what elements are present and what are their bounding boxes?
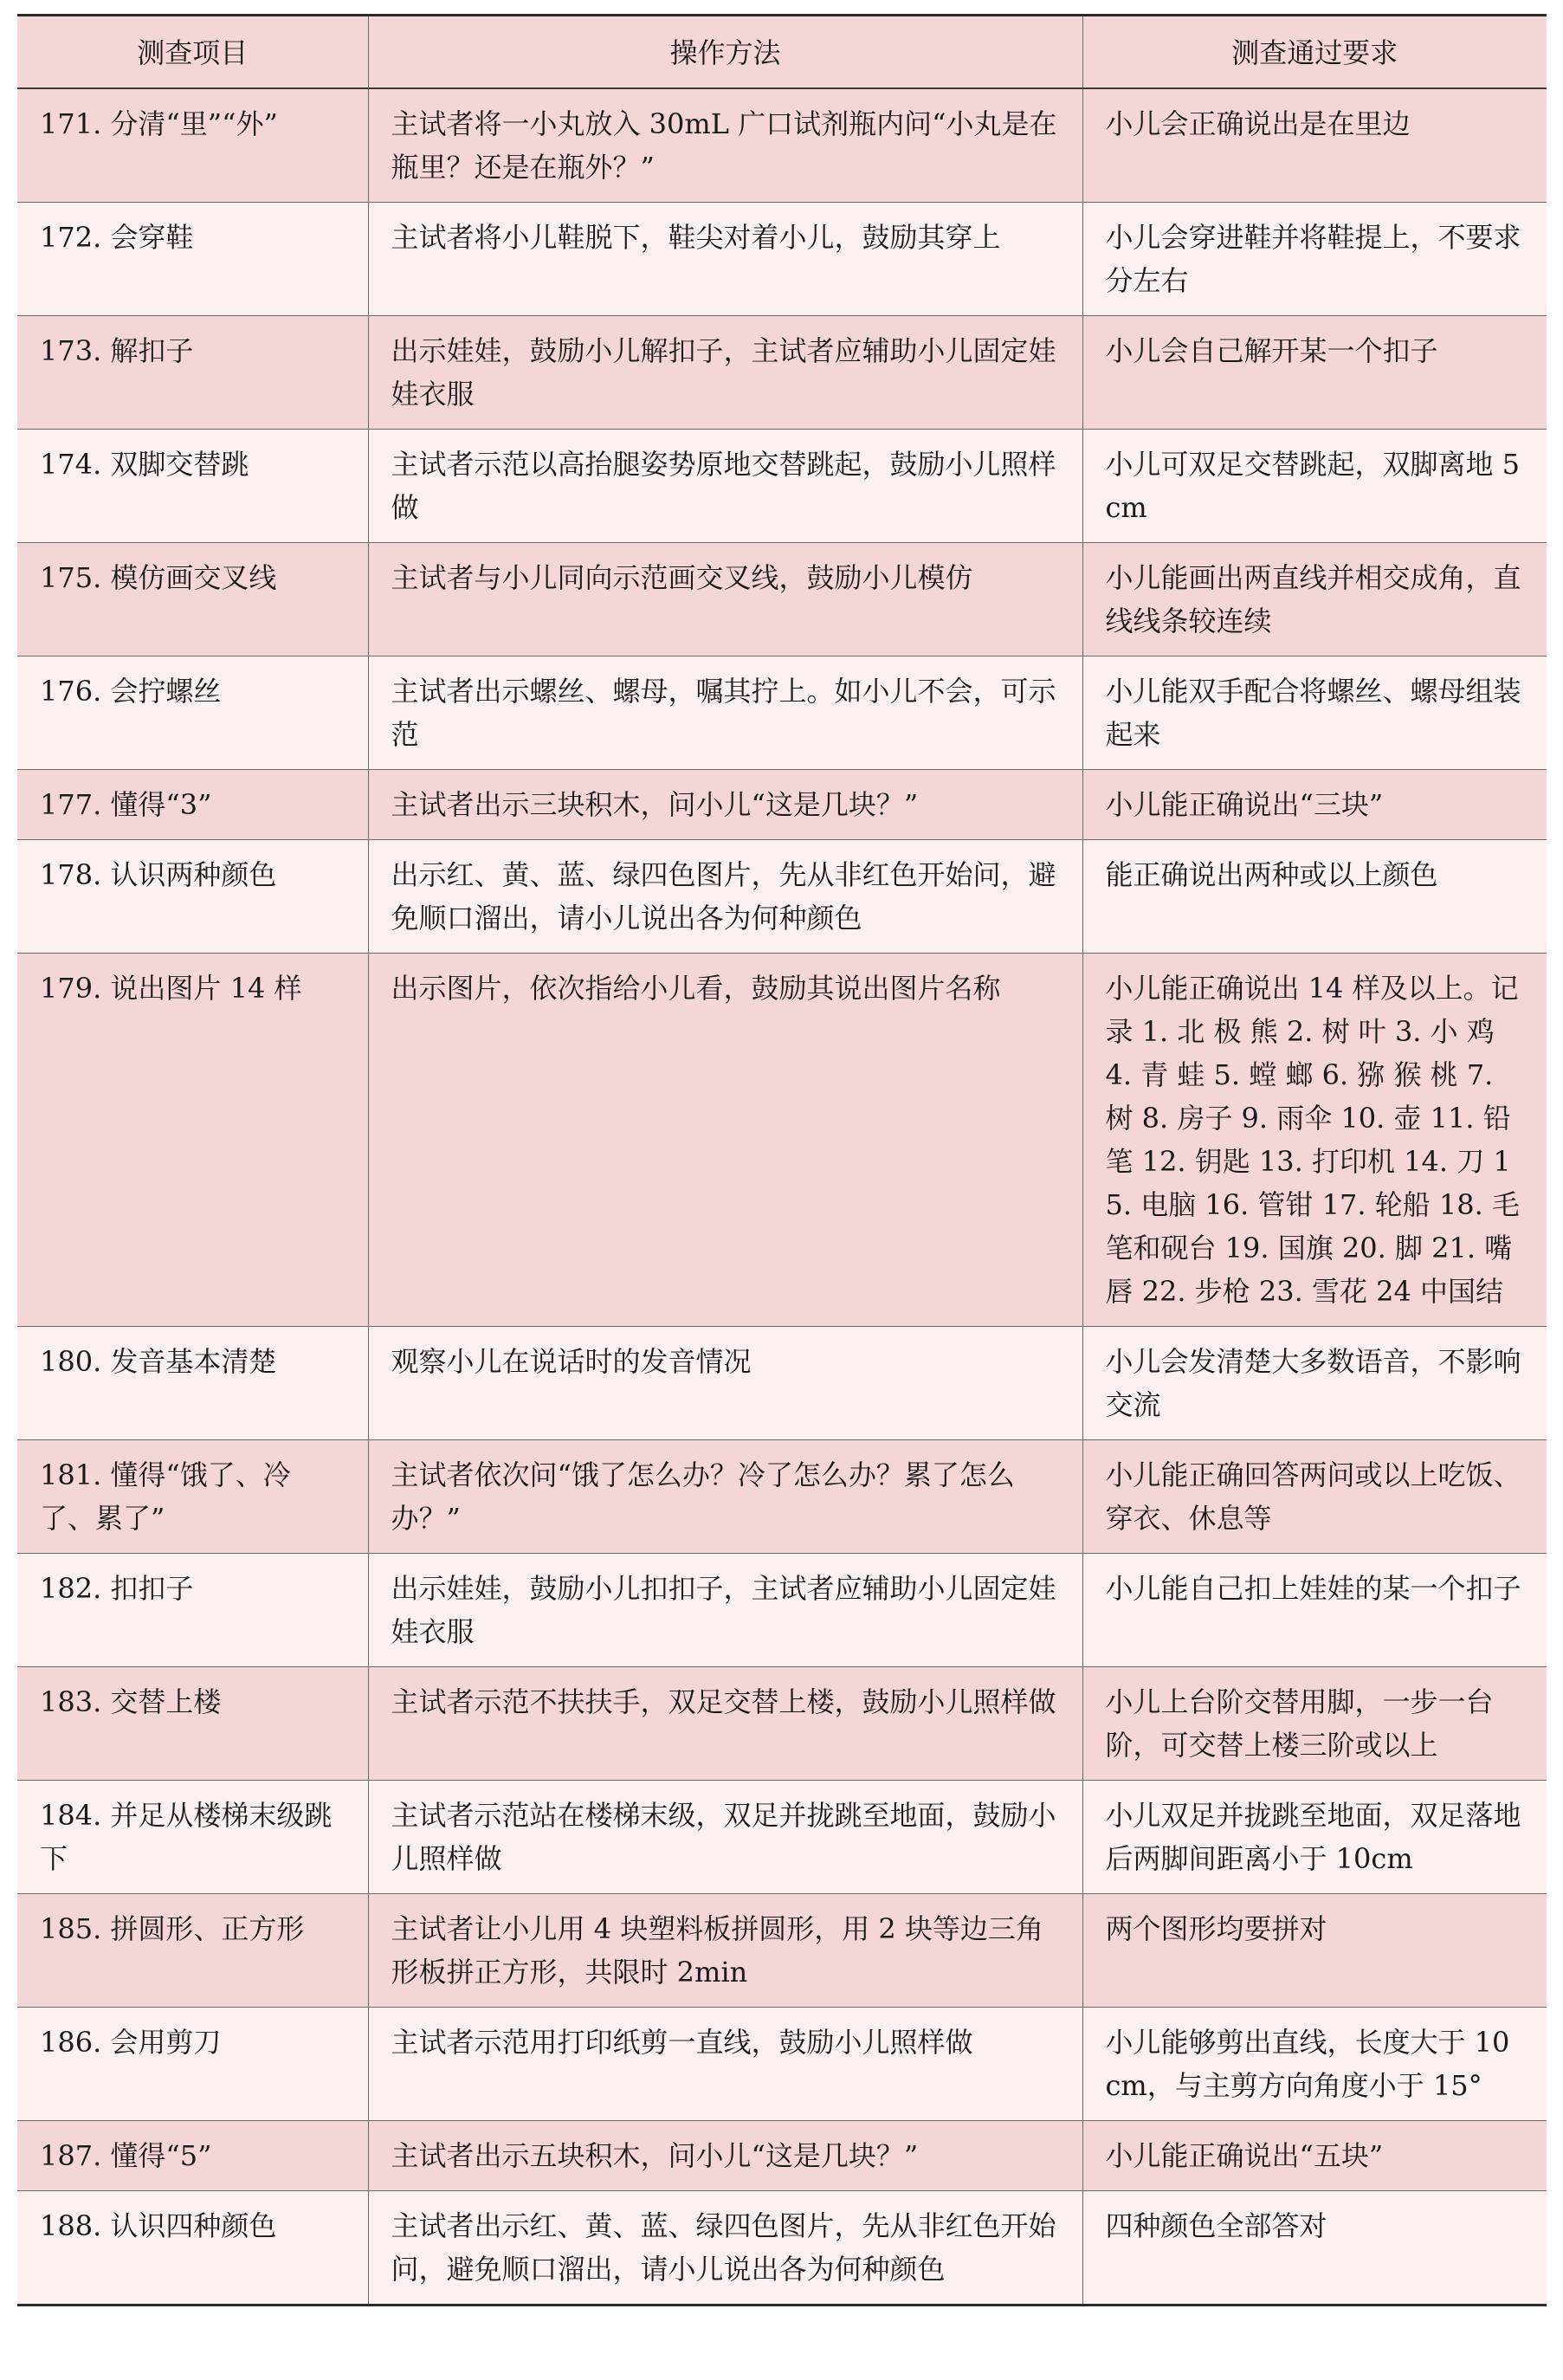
- cell-method: [368, 1326, 1082, 1439]
- cell-item: [17, 1439, 368, 1553]
- table-row: [17, 315, 1547, 429]
- cell-method: [368, 202, 1082, 315]
- cell-item: [17, 1553, 368, 1666]
- cell-criteria: [1082, 656, 1547, 769]
- cell-item: [17, 2190, 368, 2305]
- cell-item-text: 184. 并足从楼梯末级跳下: [40, 1798, 333, 1875]
- cell-criteria-text: 小儿双足并拢跳至地面，双足落地后两脚间距离小于 10cm: [1105, 1798, 1521, 1875]
- cell-method: [368, 953, 1082, 1326]
- cell-criteria: [1082, 2007, 1547, 2120]
- cell-criteria-text: 小儿可双足交替跳起，双脚离地 5cm: [1105, 447, 1521, 524]
- cell-criteria-text: 小儿会穿进鞋并将鞋提上，不要求分左右: [1105, 220, 1521, 297]
- cell-method: [368, 1893, 1082, 2007]
- cell-method-text: 主试者示范用打印纸剪一直线，鼓励小儿照样做: [391, 2025, 973, 2059]
- cell-method-text: 出示娃娃，鼓励小儿扣扣子，主试者应辅助小儿固定娃娃衣服: [391, 1571, 1056, 1648]
- cell-method-text: 主试者示范以高抬腿姿势原地交替跳起，鼓励小儿照样做: [391, 447, 1056, 524]
- table-row: [17, 769, 1547, 839]
- cell-method-text: 主试者示范不扶扶手，双足交替上楼，鼓励小儿照样做: [391, 1685, 1056, 1718]
- cell-criteria: [1082, 429, 1547, 542]
- cell-item: [17, 656, 368, 769]
- cell-criteria: [1082, 315, 1547, 429]
- cell-item: [17, 315, 368, 429]
- cell-item: [17, 2120, 368, 2190]
- table-row: [17, 429, 1547, 542]
- header-criteria: 测查通过要求: [1082, 16, 1547, 88]
- cell-criteria: [1082, 769, 1547, 839]
- cell-method: [368, 1666, 1082, 1780]
- table-row: [17, 1326, 1547, 1439]
- cell-criteria-text: 小儿能正确说出“五块”: [1105, 2138, 1384, 2172]
- table-row: [17, 88, 1547, 203]
- cell-method: [368, 1553, 1082, 1666]
- cell-criteria: [1082, 2190, 1547, 2305]
- table-row: [17, 2007, 1547, 2120]
- cell-item: [17, 542, 368, 656]
- cell-criteria-text: 小儿会发清楚大多数语音，不影响交流: [1105, 1344, 1521, 1421]
- cell-criteria: [1082, 1553, 1547, 1666]
- cell-criteria: [1082, 1780, 1547, 1893]
- cell-item: [17, 202, 368, 315]
- cell-method: [368, 2007, 1082, 2120]
- cell-criteria-text: 小儿上台阶交替用脚，一步一台阶，可交替上楼三阶或以上: [1105, 1685, 1494, 1762]
- header-item: 测查项目: [17, 16, 368, 88]
- cell-method-text: 主试者与小儿同向示范画交叉线，鼓励小儿模仿: [391, 560, 973, 594]
- cell-method-text: 主试者出示螺丝、螺母，嘱其拧上。如小儿不会，可示范: [391, 674, 1056, 751]
- cell-criteria: [1082, 953, 1547, 1326]
- cell-method: [368, 88, 1082, 203]
- cell-method-text: 主试者让小儿用 4 块塑料板拼圆形，用 2 块等边三角形板拼正方形，共限时 2min: [391, 1911, 1043, 1989]
- cell-criteria: [1082, 1326, 1547, 1439]
- cell-item-text: 176. 会拧螺丝: [40, 674, 222, 708]
- cell-method-text: 出示红、黄、蓝、绿四色图片，先从非红色开始问，避免顺口溜出，请小儿说出各为何种颜色: [391, 857, 1056, 935]
- cell-item-text: 188. 认识四种颜色: [40, 2209, 277, 2242]
- cell-criteria: [1082, 1893, 1547, 2007]
- cell-criteria-text: 小儿能正确回答两问或以上吃饭、穿衣、休息等: [1105, 1458, 1521, 1535]
- table-row: [17, 2120, 1547, 2190]
- cell-criteria-text: 小儿能画出两直线并相交成角，直线线条较连续: [1105, 560, 1521, 637]
- cell-item: [17, 2007, 368, 2120]
- cell-criteria: [1082, 839, 1547, 953]
- table-row: [17, 1666, 1547, 1780]
- cell-criteria: [1082, 202, 1547, 315]
- cell-method-text: 观察小儿在说话时的发音情况: [391, 1344, 752, 1378]
- cell-criteria-text: 小儿能双手配合将螺丝、螺母组装起来: [1105, 674, 1521, 751]
- cell-criteria-text: 两个图形均要拼对: [1105, 1911, 1327, 1945]
- cell-item-text: 187. 懂得“5”: [40, 2138, 212, 2172]
- cell-criteria: [1082, 2120, 1547, 2190]
- cell-method-text: 主试者出示三块积木，问小儿“这是几块？”: [391, 787, 919, 821]
- table-body: [17, 88, 1547, 2306]
- cell-item-text: 185. 拼圆形、正方形: [40, 1911, 305, 1945]
- cell-criteria: [1082, 88, 1547, 203]
- cell-method: [368, 315, 1082, 429]
- cell-method: [368, 2190, 1082, 2305]
- cell-method: [368, 839, 1082, 953]
- cell-item: [17, 429, 368, 542]
- cell-method: [368, 656, 1082, 769]
- cell-method-text: 主试者将一小丸放入 30mL 广口试剂瓶内问“小丸是在瓶里？还是在瓶外？”: [391, 107, 1057, 184]
- table-row: [17, 953, 1547, 1326]
- assessment-table-container: [17, 14, 1547, 2306]
- header-method: 操作方法: [368, 16, 1082, 88]
- cell-item-text: 172. 会穿鞋: [40, 220, 194, 254]
- cell-item: [17, 839, 368, 953]
- table-row: [17, 1780, 1547, 1893]
- cell-item-text: 174. 双脚交替跳: [40, 447, 249, 481]
- cell-item: [17, 1780, 368, 1893]
- cell-method-text: 出示图片，依次指给小儿看，鼓励其说出图片名称: [391, 971, 1001, 1005]
- cell-method: [368, 2120, 1082, 2190]
- cell-criteria: [1082, 1666, 1547, 1780]
- cell-item-text: 171. 分清“里”“外”: [40, 107, 278, 140]
- cell-method: [368, 542, 1082, 656]
- cell-item: [17, 1666, 368, 1780]
- cell-criteria-text: 小儿能正确说出 14 样及以上。记 录 1. 北 极 熊 2. 树 叶 3. 小 鸡 4. 青 蛙 5. 螳 螂 6. 猕 猴 桃 7. 树 8. 房子 9. 雨伞 10. 壶 11. 铅笔 12. 钥匙 13. 打印机 14. 刀 15. 电脑 16. 管钳 17. 轮船 18. 毛笔和砚台 19. 国旗 20. 脚 21. 嘴唇 22. 步枪 23. 雪花 24 中国结: [1105, 971, 1520, 1308]
- cell-criteria-text: 小儿会自己解开某一个扣子: [1105, 333, 1438, 367]
- cell-item-text: 173. 解扣子: [40, 333, 194, 367]
- cell-item: [17, 769, 368, 839]
- cell-method-text: 主试者示范站在楼梯末级，双足并拢跳至地面，鼓励小儿照样做: [391, 1798, 1056, 1875]
- cell-method: [368, 769, 1082, 839]
- cell-criteria: [1082, 1439, 1547, 1553]
- table-row: [17, 1439, 1547, 1553]
- cell-method-text: 主试者出示红、黄、蓝、绿四色图片，先从非红色开始问，避免顺口溜出，请小儿说出各为何种颜色: [391, 2209, 1056, 2286]
- cell-method: [368, 1780, 1082, 1893]
- cell-item-text: 186. 会用剪刀: [40, 2025, 222, 2059]
- cell-method-text: 出示娃娃，鼓励小儿解扣子，主试者应辅助小儿固定娃娃衣服: [391, 333, 1056, 411]
- table-row: [17, 839, 1547, 953]
- table-row: [17, 1553, 1547, 1666]
- cell-item-text: 180. 发音基本清楚: [40, 1344, 277, 1378]
- table-row: [17, 2190, 1547, 2305]
- cell-item-text: 177. 懂得“3”: [40, 787, 212, 821]
- cell-criteria-text: 四种颜色全部答对: [1105, 2209, 1327, 2242]
- table-row: [17, 542, 1547, 656]
- cell-item-text: 179. 说出图片 14 样: [40, 971, 302, 1005]
- cell-criteria-text: 小儿能够剪出直线，长度大于 10cm，与主剪方向角度小于 15°: [1105, 2025, 1510, 2102]
- cell-method-text: 主试者依次问“饿了怎么办？冷了怎么办？累了怎么办？”: [391, 1458, 1015, 1535]
- cell-item-text: 181. 懂得“饿了、冷了、累了”: [40, 1458, 291, 1535]
- cell-method-text: 主试者出示五块积木，问小儿“这是几块？”: [391, 2138, 919, 2172]
- cell-item-text: 175. 模仿画交叉线: [40, 560, 277, 594]
- cell-criteria: [1082, 542, 1547, 656]
- cell-item-text: 183. 交替上楼: [40, 1685, 222, 1718]
- cell-criteria-text: 小儿能自己扣上娃娃的某一个扣子: [1105, 1571, 1521, 1605]
- cell-criteria-text: 能正确说出两种或以上颜色: [1105, 857, 1438, 891]
- table-header-row: [17, 16, 1547, 88]
- cell-item: [17, 1326, 368, 1439]
- cell-item: [17, 88, 368, 203]
- cell-item-text: 178. 认识两种颜色: [40, 857, 277, 891]
- table-row: [17, 202, 1547, 315]
- cell-method: [368, 429, 1082, 542]
- cell-item-text: 182. 扣扣子: [40, 1571, 194, 1605]
- cell-criteria-text: 小儿能正确说出“三块”: [1105, 787, 1384, 821]
- table-row: [17, 656, 1547, 769]
- table-row: [17, 1893, 1547, 2007]
- cell-method: [368, 1439, 1082, 1553]
- cell-method-text: 主试者将小儿鞋脱下，鞋尖对着小儿，鼓励其穿上: [391, 220, 1001, 254]
- cell-criteria-text: 小儿会正确说出是在里边: [1105, 107, 1411, 140]
- assessment-table: [17, 14, 1547, 2306]
- cell-item: [17, 1893, 368, 2007]
- cell-item: [17, 953, 368, 1326]
